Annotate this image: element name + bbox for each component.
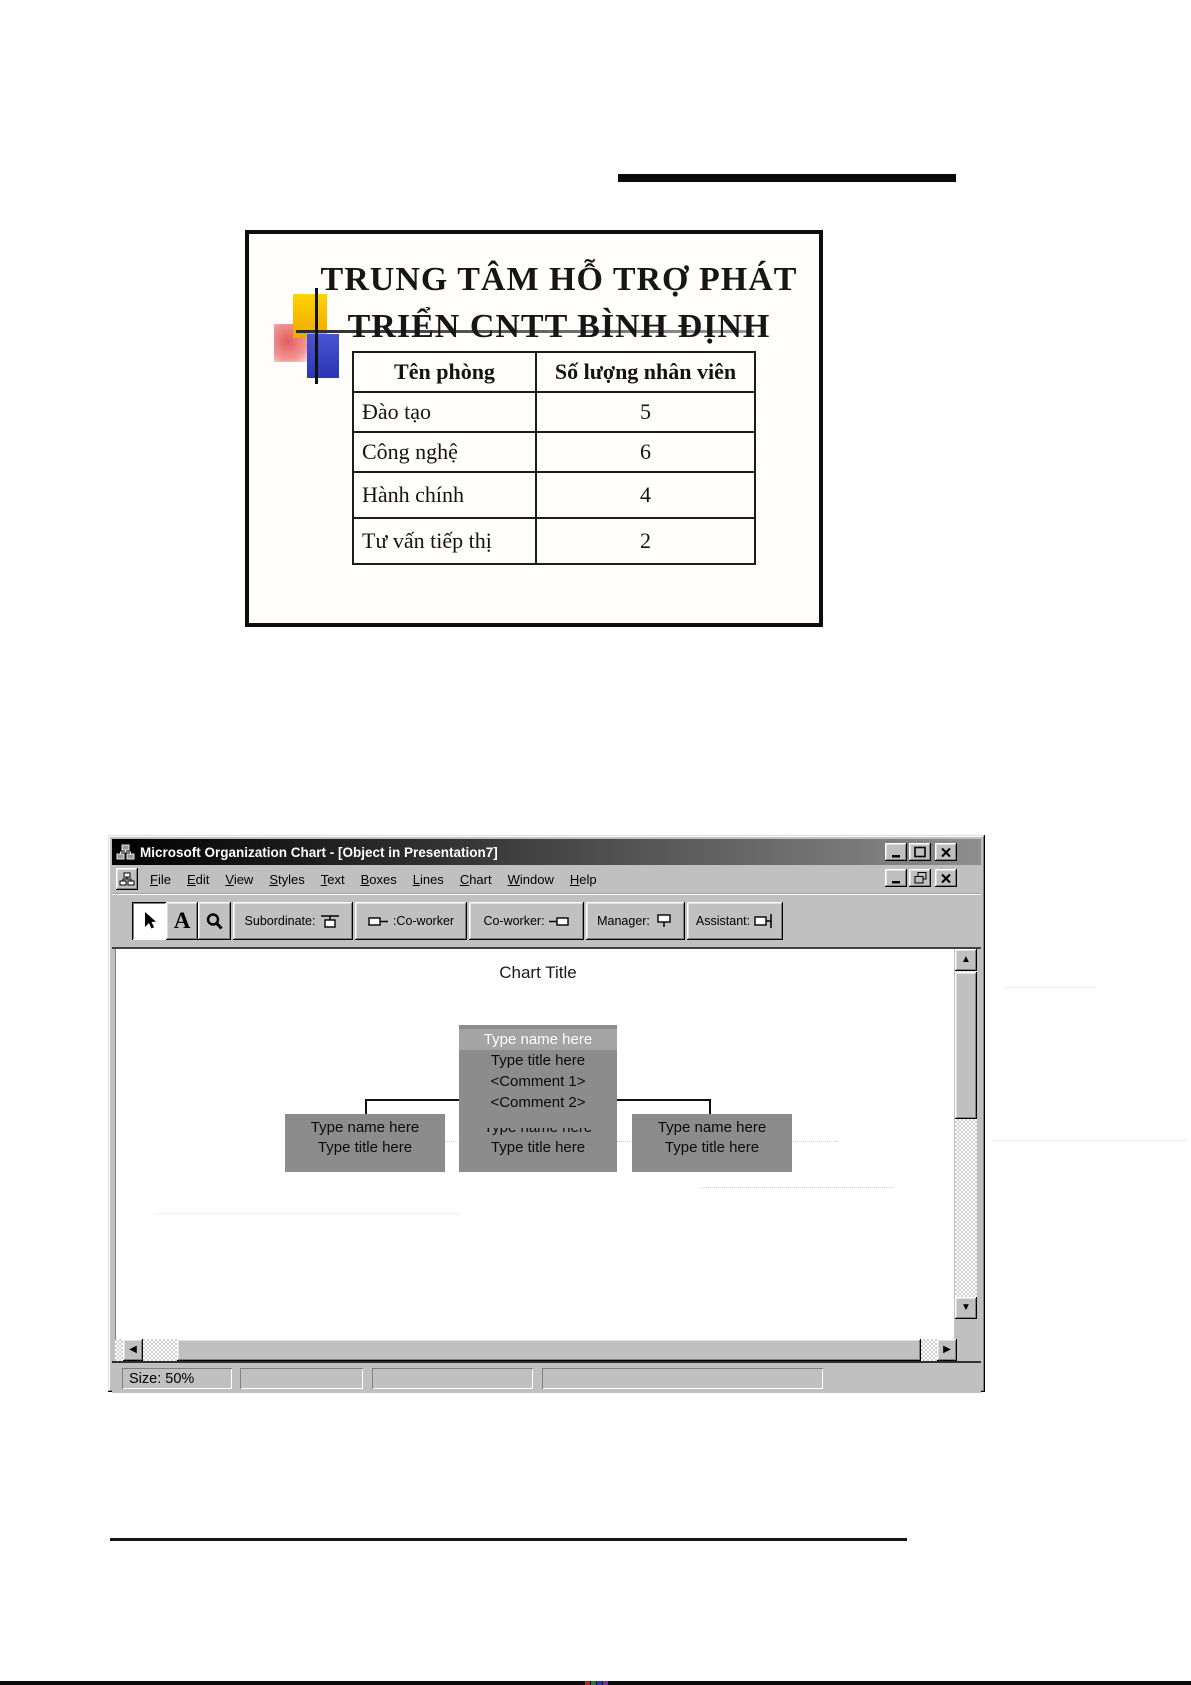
org-chart-icon <box>116 844 135 861</box>
chart-canvas[interactable] <box>115 949 954 1339</box>
doc-restore-button[interactable] <box>909 869 931 887</box>
vertical-scroll-thumb[interactable] <box>955 972 977 1119</box>
table-header-row <box>353 352 755 392</box>
box-title-line: Type title here <box>317 1139 413 1156</box>
subordinate-label: Subordinate: <box>244 914 316 928</box>
window-title: Microsoft Organization Chart - [Object in Presentation7] <box>140 844 498 860</box>
box-comment1-line: <Comment 1> <box>490 1073 586 1090</box>
slide-image <box>245 230 823 627</box>
bottom-divider-rule <box>110 1538 907 1541</box>
assistant-label: Assistant: <box>695 914 751 928</box>
menu-window[interactable]: Window <box>507 871 554 887</box>
vertical-scrollbar[interactable] <box>955 949 977 1319</box>
horizontal-scrollbar[interactable] <box>115 1339 957 1361</box>
table-row <box>353 518 755 564</box>
box-title-line: Type title here <box>664 1139 760 1156</box>
dept-count: 2 <box>536 518 755 564</box>
dept-count: 5 <box>536 392 755 432</box>
table-header-dept: Tên phòng <box>353 352 536 392</box>
menu-file[interactable]: File <box>150 871 171 887</box>
magnifier-icon <box>205 912 224 931</box>
left-coworker-label: :Co-worker <box>392 914 455 928</box>
table-row <box>353 472 755 518</box>
assistant-box-icon <box>754 913 774 929</box>
window-menubar <box>112 865 981 894</box>
dept-name: Công nghệ <box>353 432 536 472</box>
box-name-line: Type name here <box>310 1119 420 1136</box>
dept-count: 4 <box>536 472 755 518</box>
manager-label: Manager: <box>597 914 650 928</box>
edge-red-mark <box>585 1681 590 1685</box>
window-titlebar[interactable] <box>112 839 981 865</box>
manager-box-icon <box>654 913 674 929</box>
menu-boxes[interactable]: Boxes <box>360 871 397 887</box>
right-coworker-label: Co-worker: <box>483 914 545 928</box>
table-row <box>353 392 755 432</box>
table-header-count: Số lượng nhân viên <box>536 352 755 392</box>
box-title-line: Type title here <box>490 1052 586 1069</box>
edge-purple-mark <box>603 1681 608 1685</box>
status-size-panel: Size: 50% <box>122 1368 232 1389</box>
manager-button[interactable] <box>586 902 685 940</box>
menu-lines[interactable]: Lines <box>412 871 444 887</box>
zoom-tool-button[interactable] <box>198 902 231 940</box>
scrollbar-corner <box>957 1339 980 1361</box>
menu-styles[interactable]: Styles <box>269 871 305 887</box>
slide-title <box>309 256 809 350</box>
document-control-icon[interactable] <box>116 868 138 890</box>
left-coworker-box-icon <box>368 914 389 929</box>
page-bottom-edge <box>0 1681 1191 1685</box>
window-statusbar <box>112 1361 981 1393</box>
box-name-line: Type name here <box>657 1119 767 1136</box>
subordinate-box-icon <box>319 913 341 929</box>
arrow-cursor-icon <box>140 911 158 931</box>
menu-text[interactable]: Text <box>320 871 345 887</box>
box-comment2-line: <Comment 2> <box>490 1094 586 1111</box>
dept-name: Tư vấn tiếp thị <box>353 518 536 564</box>
status-panel <box>372 1368 533 1389</box>
right-coworker-button[interactable] <box>469 902 584 940</box>
menu-help[interactable]: Help <box>569 871 597 887</box>
scroll-left-button[interactable]: ◀ <box>123 1339 143 1361</box>
left-coworker-button[interactable] <box>355 902 467 940</box>
menu-view[interactable]: View <box>225 871 254 887</box>
subordinate-button[interactable] <box>233 902 353 940</box>
chart-title[interactable]: Chart Title <box>499 963 577 982</box>
org-box-root[interactable] <box>459 1025 617 1128</box>
box-title-line: Type title here <box>490 1139 586 1156</box>
slide-title-line2: TRIỂN CNTT BÌNH ĐỊNH <box>347 308 771 345</box>
org-box-right-child[interactable] <box>632 1114 792 1172</box>
dept-name: Hành chính <box>353 472 536 518</box>
horizontal-scroll-thumb[interactable] <box>177 1339 921 1361</box>
menu-chart[interactable]: Chart <box>459 871 492 887</box>
assistant-button[interactable] <box>687 902 783 940</box>
scroll-down-button[interactable]: ▼ <box>955 1297 977 1319</box>
dept-name: Đào tạo <box>353 392 536 432</box>
maximize-button[interactable] <box>909 843 931 861</box>
org-box-left-child[interactable] <box>285 1114 445 1172</box>
top-divider-rule <box>618 174 956 182</box>
select-tool-button[interactable] <box>132 902 166 940</box>
close-button[interactable] <box>935 843 957 861</box>
scroll-right-button[interactable]: ▶ <box>937 1339 957 1361</box>
slide-title-line1: TRUNG TÂM HỖ TRỢ PHÁT <box>320 261 798 298</box>
edge-green-mark <box>591 1681 596 1685</box>
edge-blue-mark <box>597 1681 602 1685</box>
box-name-line-selected[interactable]: Type name here <box>459 1029 617 1050</box>
minimize-button[interactable] <box>885 843 907 861</box>
slide-table <box>352 351 756 565</box>
scroll-up-button[interactable]: ▲ <box>955 949 977 971</box>
window-toolbar <box>112 894 981 949</box>
text-tool-button[interactable]: A <box>166 902 198 940</box>
doc-minimize-button[interactable] <box>885 869 907 887</box>
menu-edit[interactable]: Edit <box>186 871 210 887</box>
doc-close-button[interactable] <box>935 869 957 887</box>
orgchart-window <box>108 835 985 1392</box>
dept-count: 6 <box>536 432 755 472</box>
table-row <box>353 432 755 472</box>
status-panel <box>542 1368 823 1389</box>
right-coworker-box-icon <box>549 914 570 929</box>
document-area <box>115 949 978 1361</box>
status-panel <box>240 1368 363 1389</box>
